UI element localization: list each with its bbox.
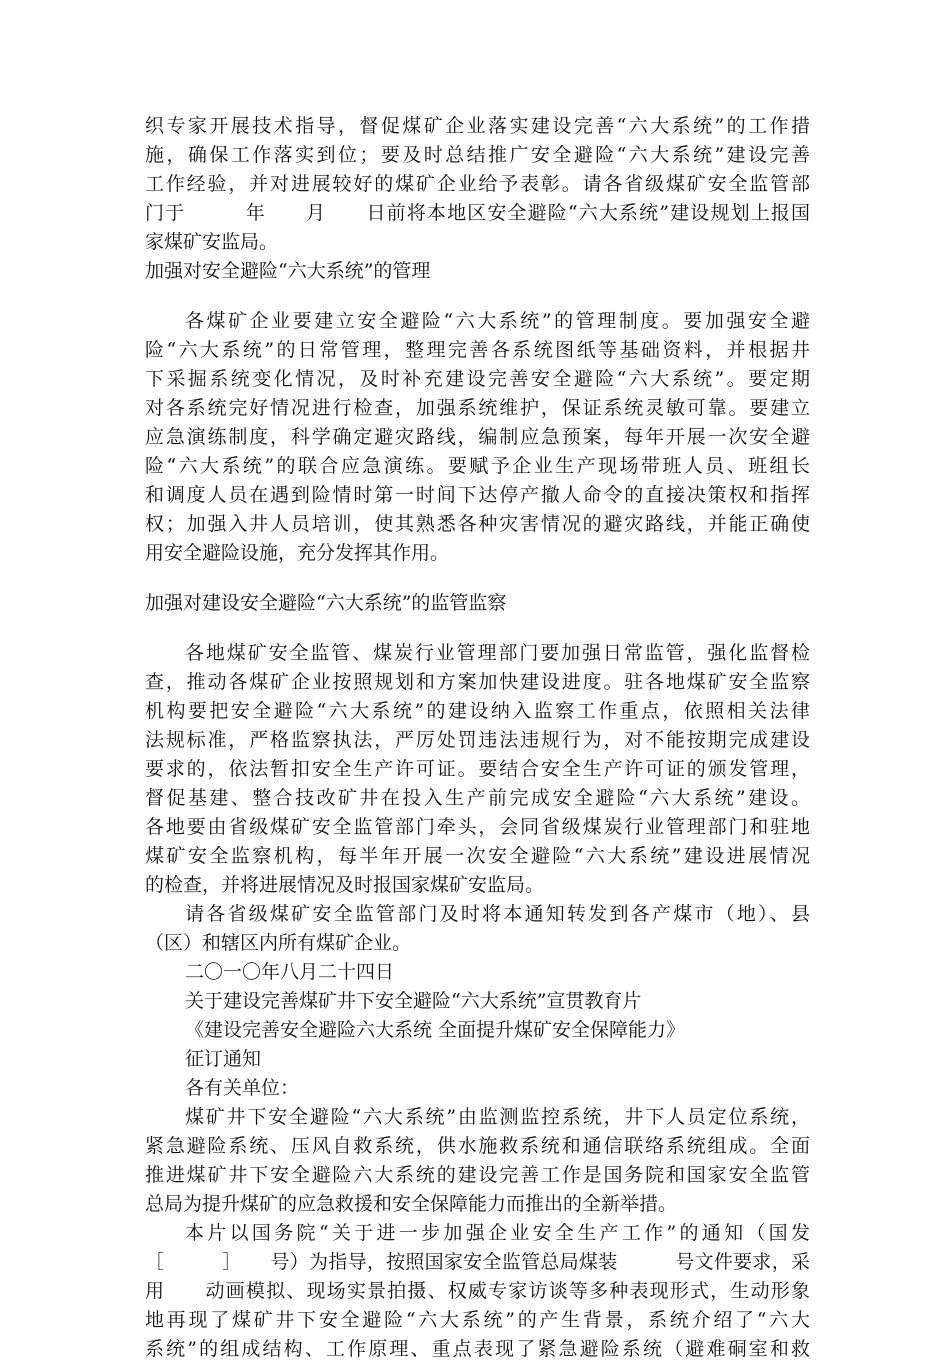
text-line: 紧急避险系统、压风自救系统，供水施救系统和通信联络系统组成。全面 xyxy=(145,1135,810,1157)
section-heading: 加强对安全避险“六大系统”的管理 xyxy=(145,260,431,282)
notice-title: 征订通知 xyxy=(185,1048,262,1070)
text-line: 用安全避险设施，充分发挥其作用。 xyxy=(145,542,450,564)
salutation: 各有关单位： xyxy=(185,1077,300,1099)
text-line: 下采掘系统变化情况，及时补充建设完善安全避险“六大系统”。要定期 xyxy=(145,368,810,390)
text-line: 应急演练制度，科学确定避灾路线，编制应急预案，每年开展一次安全避 xyxy=(145,426,810,448)
section-heading: 加强对建设安全避险“六大系统”的监管监察 xyxy=(145,592,507,614)
text-line: 各地煤矿安全监管、煤炭行业管理部门要加强日常监管，强化监督检 xyxy=(185,642,810,664)
text-line: 要求的，依法暂扣安全生产许可证。要结合安全生产许可证的颁发管理， xyxy=(145,758,810,780)
text-line: 煤矿安全监察机构，每半年开展一次安全避险“六大系统”建设进展情况 xyxy=(145,845,810,867)
text-line: 家煤矿安监局。 xyxy=(145,231,279,253)
text-line: 织专家开展技术指导，督促煤矿企业落实建设完善“六大系统”的工作措 xyxy=(145,115,810,137)
notice-title: 关于建设完善煤矿井下安全避险“六大系统”宣贯教育片 xyxy=(185,990,642,1012)
text-line: 工作经验，并对进展较好的煤矿企业给予表彰。请各省级煤矿安全监管部 xyxy=(145,173,810,195)
text-line: 地再现了煤矿井下安全避险“六大系统”的产生背景，系统介绍了“六大 xyxy=(145,1309,810,1331)
text-line: 各煤矿企业要建立安全避险“六大系统”的管理制度。要加强安全避 xyxy=(185,310,810,332)
text-line: （区）和辖区内所有煤矿企业。 xyxy=(145,932,412,954)
text-line: 的检查，并将进展情况及时报国家煤矿安监局。 xyxy=(145,874,545,896)
text-line: 系统”的组成结构、工作原理、重点表现了紧急避险系统（避难硐室和救 xyxy=(145,1338,810,1360)
text-line: 机构要把安全避险“六大系统”的建设纳入监察工作重点，依照相关法律 xyxy=(145,700,810,722)
date-line: 二〇一〇年八月二十四日 xyxy=(185,961,395,983)
notice-title: 《建设完善安全避险六大系统 全面提升煤矿安全保障能力》 xyxy=(185,1019,686,1041)
text-line: 请各省级煤矿安全监管部门及时将本通知转发到各产煤市（地）、县 xyxy=(185,903,810,925)
text-line: 险“六大系统”的日常管理，整理完善各系统图纸等基础资料，并根据井 xyxy=(145,339,810,361)
text-line: 对各系统完好情况进行检查，加强系统维护，保证系统灵敏可靠。要建立 xyxy=(145,397,810,419)
text-line: 法规标准，严格监察执法，严厉处罚违法违规行为，对不能按期完成建设 xyxy=(145,729,810,751)
text-line: 门于 年 月 日前将本地区安全避险“六大系统”建设规划上报国 xyxy=(145,202,810,224)
text-line: ［ ］ 号）为指导，按照国家安全监管总局煤装 号文件要求，采 xyxy=(145,1251,810,1273)
text-line: 总局为提升煤矿的应急救援和安全保障能力而推出的全新举措。 xyxy=(145,1193,678,1215)
text-line: 用 动画模拟、现场实景拍摄、权威专家访谈等多种表现形式，生动形象 xyxy=(145,1280,810,1302)
text-line: 本片以国务院“关于进一步加强企业安全生产工作”的通知（国发 xyxy=(185,1222,810,1244)
text-line: 施，确保工作落实到位；要及时总结推广安全避险“六大系统”建设完善 xyxy=(145,144,810,166)
text-line: 和调度人员在遇到险情时第一时间下达停产撤人命令的直接决策权和指挥 xyxy=(145,484,810,506)
text-line: 权；加强入井人员培训，使其熟悉各种灾害情况的避灾路线，并能正确使 xyxy=(145,513,810,535)
text-line: 督促基建、整合技改矿井在投入生产前完成安全避险“六大系统”建设。 xyxy=(145,787,810,809)
text-line: 查，推动各煤矿企业按照规划和方案加快建设进度。驻各地煤矿安全监察 xyxy=(145,671,810,693)
text-line: 推进煤矿井下安全避险六大系统的建设完善工作是国务院和国家安全监管 xyxy=(145,1164,810,1186)
text-line: 煤矿井下安全避险“六大系统”由监测监控系统，井下人员定位系统， xyxy=(185,1106,810,1128)
text-line: 险“六大系统”的联合应急演练。要赋予企业生产现场带班人员、班组长 xyxy=(145,455,810,477)
text-line: 各地要由省级煤矿安全监管部门牵头，会同省级煤炭行业管理部门和驻地 xyxy=(145,816,810,838)
